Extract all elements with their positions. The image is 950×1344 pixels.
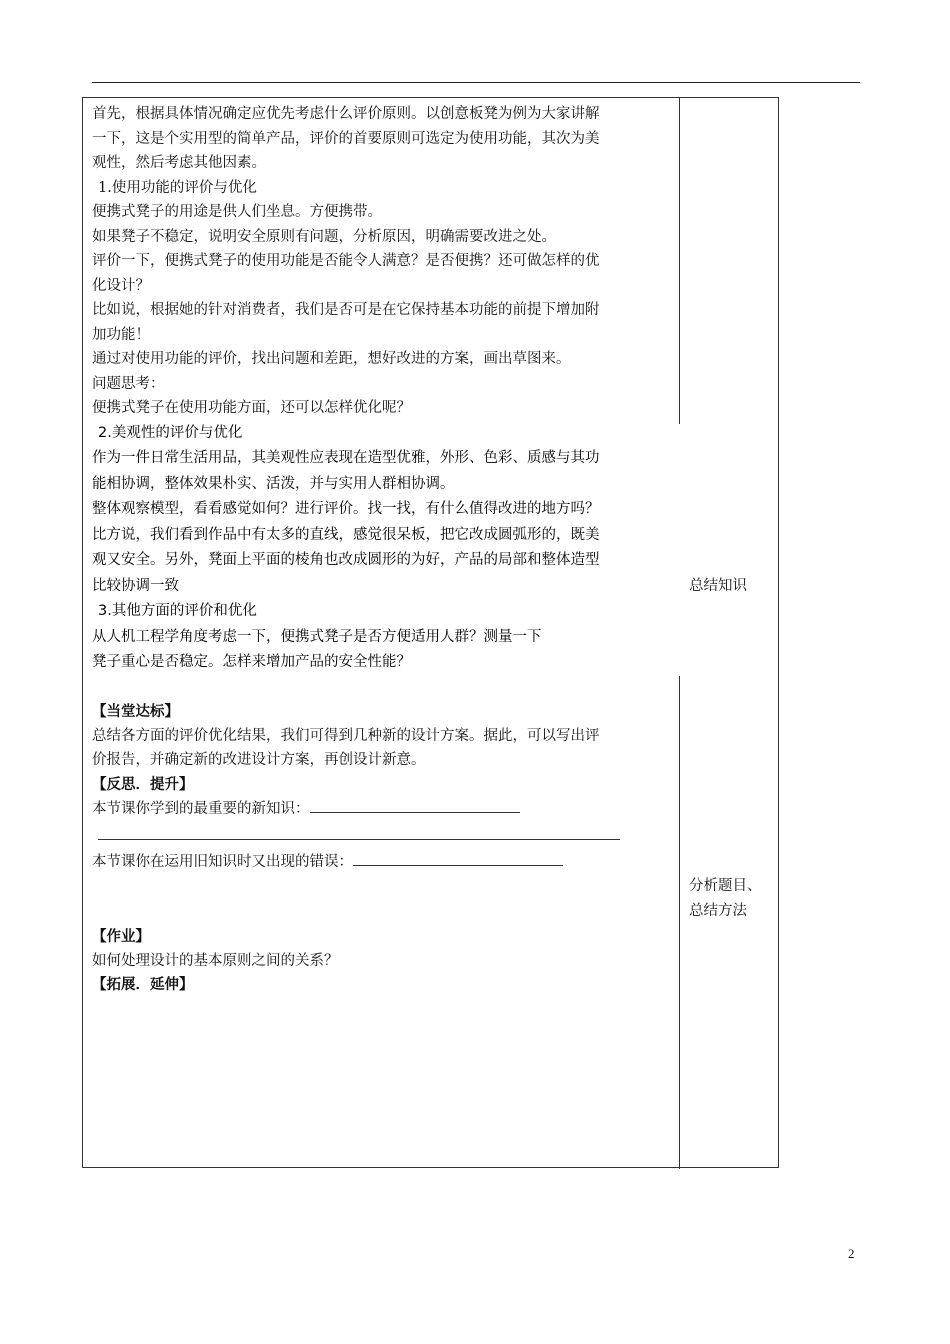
section1-title: 1.使用功能的评价与优化 bbox=[98, 179, 257, 196]
fansi-question-1-text: 本节课你学到的最重要的新知识： bbox=[92, 800, 310, 817]
section1-line: 问题思考： bbox=[92, 375, 165, 392]
section2-block bbox=[92, 421, 678, 676]
answer-line[interactable] bbox=[98, 839, 620, 840]
side-label-summary: 总结知识 bbox=[689, 578, 747, 594]
intro-line: 首先，根据具体情况确定应优先考虑什么评价原则。以创意板凳为例为大家讲解 bbox=[92, 106, 600, 122]
section2-line: 作为一件日常生活用品，其美观性应表现在造型优雅，外形、色彩、质感与其功 bbox=[92, 450, 600, 466]
main-column bbox=[92, 102, 678, 997]
intro-line: 一下，这是个实用型的简单产品，评价的首要原则可选定为使用功能，其次为美 bbox=[92, 130, 600, 147]
lesson-table bbox=[82, 97, 779, 1168]
spacer bbox=[92, 676, 678, 700]
section1-line: 便携式凳子在使用功能方面，还可以怎样优化呢？ bbox=[92, 400, 411, 416]
section3-line: 从人机工程学角度考虑一下，便携式凳子是否方便适用人群？测量一下 bbox=[92, 628, 542, 645]
dangtang-heading: 【当堂达标】 bbox=[92, 703, 179, 720]
section1-line: 化设计？ bbox=[92, 277, 150, 294]
section3-line: 凳子重心是否稳定。怎样来增加产品的安全性能？ bbox=[92, 654, 411, 670]
section2-line: 观又安全。另外，凳面上平面的棱角也改成圆形的为好，产品的局部和整体造型 bbox=[92, 552, 600, 568]
intro-line: 观性，然后考虑其他因素。 bbox=[92, 155, 266, 171]
section1-line: 通过对使用功能的评价，找出问题和差距，想好改进的方案，画出草图来。 bbox=[92, 351, 571, 367]
section2-line: 比方说，我们看到作品中有太多的直线，感觉很呆板，把它改成圆弧形的，既美 bbox=[92, 526, 600, 543]
zuoye-line: 如何处理设计的基本原则之间的关系？ bbox=[92, 952, 339, 969]
section1-line: 评价一下，便携式凳子的使用功能是否能令人满意？是否便携？还可做怎样的优 bbox=[92, 253, 600, 269]
header-rule bbox=[92, 82, 860, 83]
fansi-question-2-text: 本节课你在运用旧知识时又出现的错误： bbox=[92, 854, 353, 870]
section2-line: 比较协调一致 bbox=[92, 577, 179, 594]
side-label-analysis-line2: 总结方法 bbox=[689, 903, 747, 919]
zuoye-heading: 【作业】 bbox=[92, 928, 150, 945]
section1-line: 如果凳子不稳定，说明安全原则有问题，分析原因，明确需要改进之处。 bbox=[92, 228, 556, 245]
side-label-analysis bbox=[689, 874, 762, 924]
section2-line: 能相协调，整体效果朴实、活泼，并与实用人群相协调。 bbox=[92, 475, 455, 492]
dangtang-line: 价报告，并确定新的改进设计方案，再创设计新意。 bbox=[92, 752, 426, 768]
fansi-heading: 【反思．提升】 bbox=[92, 776, 194, 793]
section1-line: 便携式凳子的用途是供人们坐息。方便携带。 bbox=[92, 204, 382, 220]
fansi-question-1 bbox=[92, 797, 678, 822]
answer-blank[interactable] bbox=[353, 851, 563, 866]
section2-line: 整体观察模型，看看感觉如何？进行评价。找一找，有什么值得改进的地方吗？ bbox=[92, 501, 600, 517]
side-label-analysis-line1: 分析题目、 bbox=[689, 878, 762, 894]
dangtang-line: 总结各方面的评价优化结果，我们可得到几种新的设计方案。据此，可以写出评 bbox=[92, 727, 600, 744]
fansi-question-2 bbox=[92, 850, 678, 875]
page-number: 2 bbox=[848, 1246, 855, 1261]
column-divider-top bbox=[679, 98, 680, 424]
section3-title: 3.其他方面的评价和优化 bbox=[98, 603, 257, 619]
spacer bbox=[92, 875, 678, 925]
section1-line: 比如说，根据她的针对消费者，我们是否可是在它保持基本功能的前提下增加附 bbox=[92, 302, 600, 318]
section2-title: 2.美观性的评价与优化 bbox=[98, 424, 243, 441]
tuozhan-heading: 【拓展．延伸】 bbox=[92, 977, 194, 993]
column-divider-bottom bbox=[679, 676, 680, 1169]
section1-line: 加功能！ bbox=[92, 326, 150, 343]
answer-blank[interactable] bbox=[310, 798, 520, 813]
